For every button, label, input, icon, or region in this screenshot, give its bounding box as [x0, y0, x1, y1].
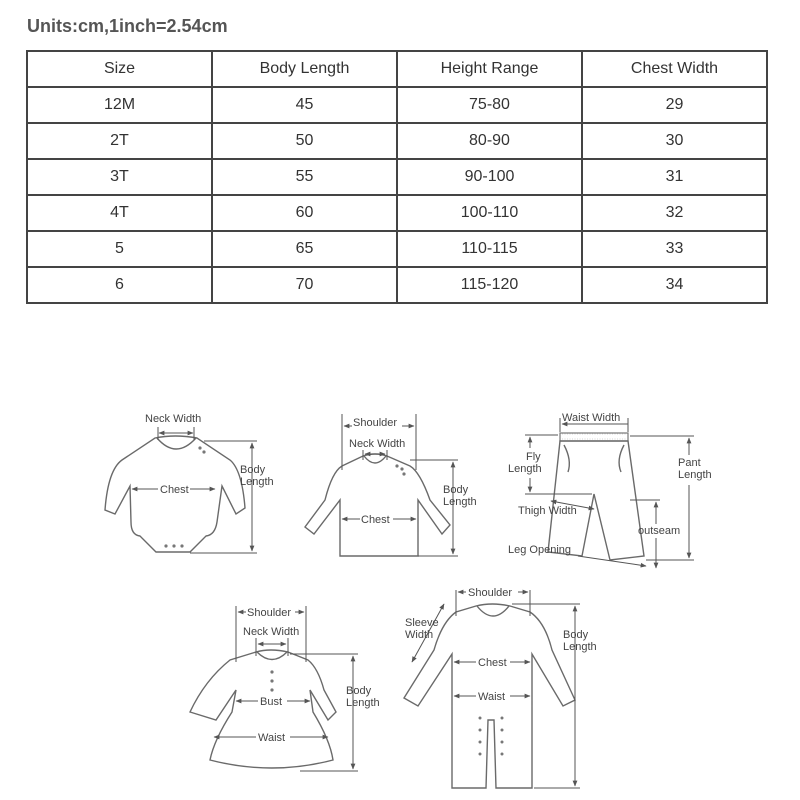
cell-body-length: 55: [212, 159, 397, 195]
bodysuit-length-label: Length: [240, 476, 274, 488]
cell-height-range: 110-115: [397, 231, 582, 267]
pants-fly-label: Fly: [526, 451, 541, 463]
table-row: [27, 123, 767, 159]
cell-height-range: 90-100: [397, 159, 582, 195]
romper-sleeve-width-label: Width: [405, 629, 434, 641]
cell-body-length: 70: [212, 267, 397, 303]
romper-sleeve-label: Sleeve: [405, 617, 439, 629]
bodysuit-body-label: Body: [240, 464, 266, 476]
header-chest-width: Chest Width: [582, 51, 767, 87]
pants-thigh-width-label: Thigh Width: [518, 505, 577, 517]
cell-body-length: 45: [212, 87, 397, 123]
romper-waist-label: Waist: [478, 691, 506, 703]
pants-pant-label: Pant: [678, 457, 701, 469]
cell-chest-width: 30: [582, 123, 767, 159]
table-row: [27, 159, 767, 195]
pants-leg-opening-label: Leg Opening: [508, 544, 571, 556]
cell-chest-width: 32: [582, 195, 767, 231]
pants-diagram: [508, 412, 712, 568]
romper-length-label: Length: [563, 641, 597, 653]
table-row: [27, 195, 767, 231]
cell-body-length: 50: [212, 123, 397, 159]
tshirt-chest-label: Chest: [361, 514, 390, 526]
romper-body-label: Body: [563, 629, 589, 641]
dress-bust-label: Bust: [260, 696, 283, 708]
header-size: Size: [27, 51, 212, 87]
cell-size: 2T: [27, 123, 212, 159]
cell-body-length: 65: [212, 231, 397, 267]
cell-size: 6: [27, 267, 212, 303]
dress-body-label: Body: [346, 685, 372, 697]
cell-size: 5: [27, 231, 212, 267]
bodysuit-diagram: [105, 413, 274, 553]
tshirt-length-label: Length: [443, 496, 477, 508]
cell-chest-width: 33: [582, 231, 767, 267]
cell-height-range: 75-80: [397, 87, 582, 123]
tshirt-shoulder-label: Shoulder: [353, 417, 398, 429]
pants-fly-length-label: Length: [508, 463, 542, 475]
measurement-diagrams: [0, 395, 800, 800]
dress-diagram: [190, 606, 380, 771]
cell-chest-width: 34: [582, 267, 767, 303]
dress-length-label: Length: [346, 697, 380, 709]
cell-size: 3T: [27, 159, 212, 195]
table-row: [27, 87, 767, 123]
header-height-range: Height Range: [397, 51, 582, 87]
bodysuit-neck-width-label: Neck Width: [145, 413, 202, 425]
units-note: Units:cm,1inch=2.54cm: [27, 16, 228, 36]
romper-shoulder-label: Shoulder: [468, 587, 513, 599]
dress-shoulder-label: Shoulder: [247, 607, 292, 619]
size-chart-table: [26, 50, 768, 304]
dress-waist-label: Waist: [258, 732, 286, 744]
pants-outseam-label: outseam: [638, 525, 681, 537]
romper-chest-label: Chest: [478, 657, 507, 669]
cell-height-range: 115-120: [397, 267, 582, 303]
bodysuit-chest-label: Chest: [160, 484, 189, 496]
dress-neck-width-label: Neck Width: [243, 626, 300, 638]
cell-height-range: 100-110: [397, 195, 582, 231]
romper-diagram: [404, 587, 597, 788]
pants-pant-length-label: Length: [678, 469, 712, 481]
tshirt-diagram: [305, 414, 477, 556]
table-row: [27, 267, 767, 303]
cell-chest-width: 29: [582, 87, 767, 123]
header-body-length: Body Length: [212, 51, 397, 87]
cell-size: 4T: [27, 195, 212, 231]
table-header-row: [27, 51, 767, 87]
cell-height-range: 80-90: [397, 123, 582, 159]
cell-body-length: 60: [212, 195, 397, 231]
tshirt-neck-width-label: Neck Width: [349, 438, 406, 450]
table-row: [27, 231, 767, 267]
cell-size: 12M: [27, 87, 212, 123]
pants-waist-width-label: Waist Width: [562, 412, 621, 424]
cell-chest-width: 31: [582, 159, 767, 195]
tshirt-body-label: Body: [443, 484, 469, 496]
